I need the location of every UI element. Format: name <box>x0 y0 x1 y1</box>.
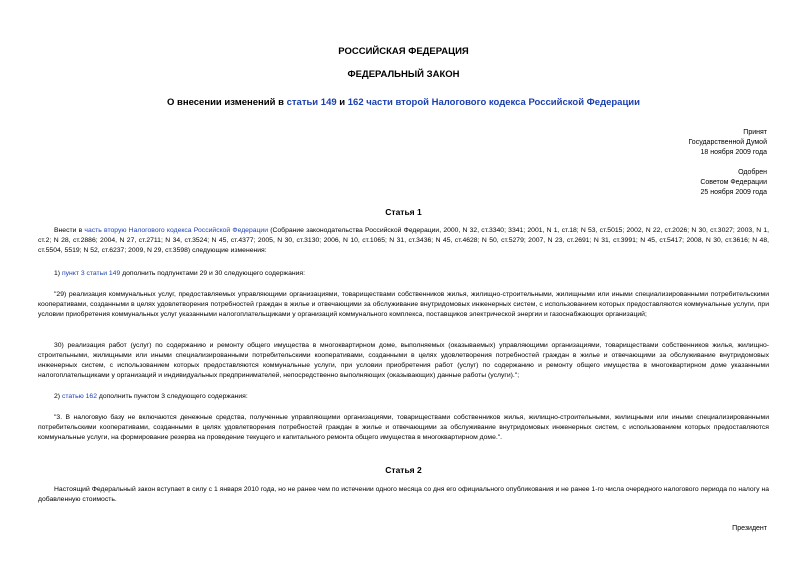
link-article-149-point-3[interactable]: пункт 3 статьи 149 <box>61 270 121 277</box>
approved-block <box>700 168 767 198</box>
law-title <box>0 97 807 108</box>
approved-date: 25 ноября 2009 года <box>700 189 767 196</box>
item-2-text: дополнить пунктом 3 следующего содержания: <box>96 393 248 400</box>
title-mid: и <box>336 97 348 108</box>
article-1-item-1 <box>38 269 769 279</box>
title-prefix: О внесении изменений в <box>167 97 287 108</box>
article-2-text: Настоящий Федеральный закон вступает в силу с 1 января 2010 года, но не ранее чем по истечении одного месяца со дня его официального опубликования и не ранее 1-го числа очередного налогового периода по налогу на добавленную стоимость. <box>38 486 769 503</box>
link-article-149[interactable]: статьи 149 <box>286 97 337 108</box>
subpoint-30: 30) реализация работ (услуг) по содержанию и ремонту общего имущества в многоквартирном доме, выполняемых (оказываемых) управляющими организациями, товариществами собственников жилья, жилищно-строительными, жилищными или иными специализированными потребительскими кооперативами, созданными в целях удовлетворения потребностей граждан в жилье и отвечающими за обслуживание внутридомовых инженерных систем, с использованием которых предоставляются коммунальные услуги, при условии приобретения работ (услуг) по содержанию и ремонту общего имущества в многоквартирном доме указанными налогоплательщиками у организаций и индивидуальных предпринимателей, непосредственно выполняющих (оказывающих) данные работы (услуги)."; <box>38 342 769 379</box>
president-signature: Президент <box>732 525 767 532</box>
article-2-title: Статья 2 <box>385 465 422 475</box>
link-article-162[interactable]: статью 162 <box>61 393 97 400</box>
point-3-text: "3. В налоговую базу не включаются денежные средства, полученные управляющими организациями, товариществами собственников жилья, жилищно-строительными, жилищными или иными специализированными потребительскими кооперативами, созданными в целях удовлетворения потребностей граждан в жилье и отвечающими за обслуживание внутридомовых инженерных систем, с использованием которых предоставляются коммунальные услуги, на формирование резерва на проведение текущего и капитального ремонта общего имущества в многоквартирном доме.". <box>38 414 769 441</box>
law-type-heading: ФЕДЕРАЛЬНЫЙ ЗАКОН <box>347 69 460 80</box>
accepted-date: 18 ноября 2009 года <box>700 149 767 156</box>
item-2-prefix: 2) <box>54 393 62 400</box>
country-heading: РОССИЙСКАЯ ФЕДЕРАЦИЯ <box>338 46 469 57</box>
article-1-title: Статья 1 <box>385 207 422 217</box>
item-1-text: дополнить подпунктами 29 и 30 следующего содержания: <box>120 270 306 277</box>
approved-body: Советом Федерации <box>700 179 767 186</box>
accepted-block <box>688 128 767 158</box>
article-1-item-2 <box>38 392 769 402</box>
intro-text: (Собрание законодательства Российской Федерации, 2000, N 32, ст.3340; 3341; 2001, N 1, ст.18; N 53, ст.5015; 2002, N 22, ст.2026; N 30, ст.3027; 2003, N 1, ст.2; N 28, ст.2886; 2004, N 27, ст.2711; N 34, ст.3524; N 45, ст.4377; 2005, N 30, ст.3130; 2006, N 10, ст.1065; N 31, ст.3436; N 45, ст.4628; N 50, ст.5279; 2007, N 23, ст.2691; N 31, ст.3991; N 45, ст.5417; 2008, N 30, ст.3616; N 48, ст.5504, 5519; N 52, ст.6237; 2009, N 29, ст.3598) следующие изменения: <box>38 227 770 254</box>
subpoint-29: "29) реализация коммунальных услуг, предоставляемых управляющими организациями, товариществами собственников жилья, жилищно-строительными, жилищными или иными специализированными потребительскими кооперативами, созданными в целях удовлетворения потребностей граждан в жилье и отвечающими за обслуживание внутридомовых инженерных систем, с использованием которых предоставляются коммунальные услуги, при условии приобретения коммунальных услуг указанными налогоплательщиками у организаций коммунального комплекса, поставщиков электрической энергии и газоснабжающих организаций; <box>38 291 769 318</box>
link-article-162-tax-code[interactable]: 162 части второй Налогового кодекса Российской Федерации <box>347 97 640 108</box>
accepted-body: Государственной Думой <box>688 139 767 146</box>
link-tax-code-part-two[interactable]: часть вторую Налогового кодекса Российской Федерации <box>84 227 269 234</box>
accepted-label: Принят <box>743 129 767 136</box>
item-1-prefix: 1) <box>54 270 62 277</box>
approved-label: Одобрен <box>738 169 767 176</box>
intro-prefix: Внести в <box>54 227 85 234</box>
article-1-intro <box>38 226 769 256</box>
